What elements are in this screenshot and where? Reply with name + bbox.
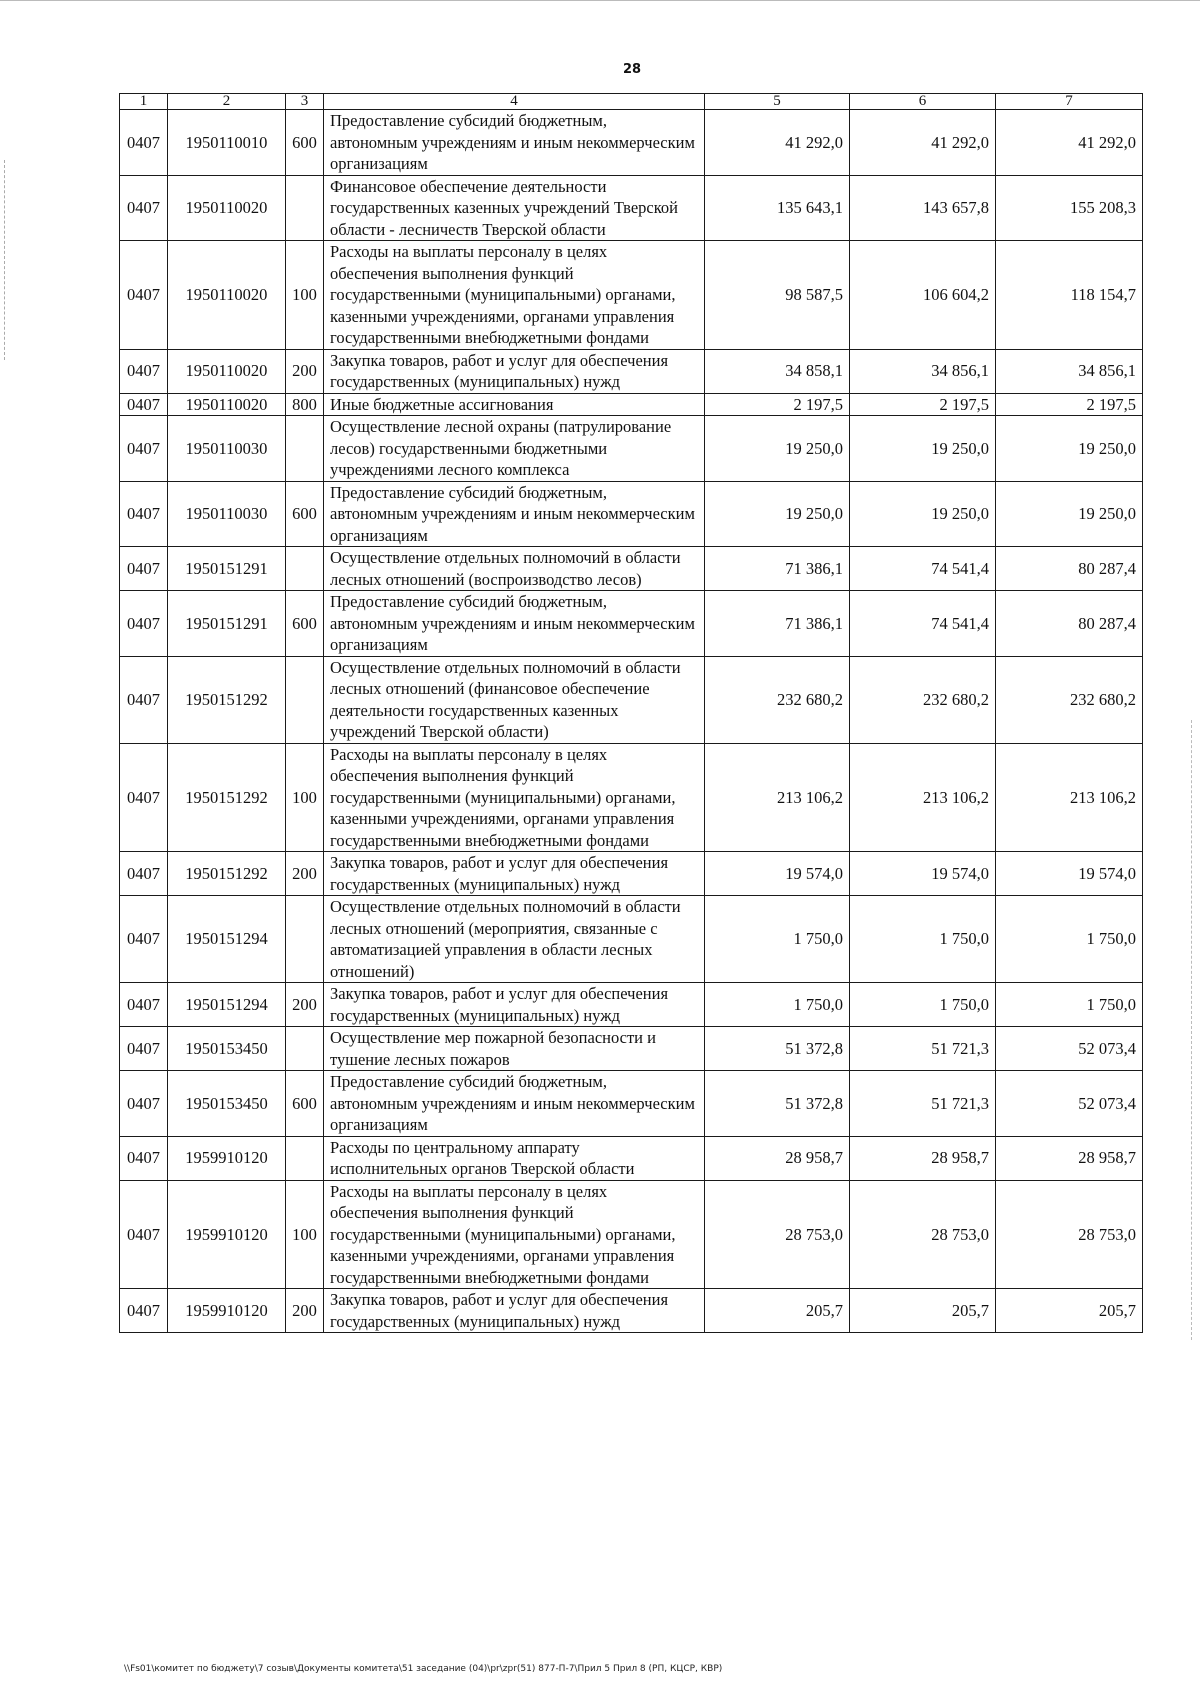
description-cell: Осуществление отдельных полномочий в области лесных отношений (воспроизводство лесов) xyxy=(324,547,705,591)
table-row xyxy=(120,393,1143,416)
expense-type-cell xyxy=(286,547,324,591)
amount-col6-cell: 232 680,2 xyxy=(850,656,996,743)
column-header-6: 6 xyxy=(850,94,996,110)
column-header-2: 2 xyxy=(168,94,286,110)
table-row xyxy=(120,416,1143,482)
target-article-cell: 1959910120 xyxy=(168,1289,286,1333)
description-cell: Закупка товаров, работ и услуг для обеспечения государственных (муниципальных) нужд xyxy=(324,983,705,1027)
column-header-4: 4 xyxy=(324,94,705,110)
expense-type-cell: 200 xyxy=(286,983,324,1027)
description-cell: Расходы по центральному аппарату исполнительных органов Тверской области xyxy=(324,1136,705,1180)
amount-col6-cell: 34 856,1 xyxy=(850,349,996,393)
expense-type-cell xyxy=(286,1136,324,1180)
amount-col7-cell: 28 958,7 xyxy=(996,1136,1143,1180)
section-code-cell: 0407 xyxy=(120,175,168,241)
amount-col5-cell: 19 250,0 xyxy=(705,481,850,547)
amount-col5-cell: 34 858,1 xyxy=(705,349,850,393)
description-cell: Закупка товаров, работ и услуг для обеспечения государственных (муниципальных) нужд xyxy=(324,1289,705,1333)
amount-col5-cell: 19 574,0 xyxy=(705,852,850,896)
expense-type-cell: 600 xyxy=(286,110,324,176)
page-top-border xyxy=(0,0,1200,1)
description-cell: Предоставление субсидий бюджетным, автономным учреждениям и иным некоммерческим организациям xyxy=(324,481,705,547)
amount-col6-cell: 19 574,0 xyxy=(850,852,996,896)
amount-col7-cell: 80 287,4 xyxy=(996,547,1143,591)
amount-col7-cell: 41 292,0 xyxy=(996,110,1143,176)
table-row xyxy=(120,547,1143,591)
amount-col6-cell: 19 250,0 xyxy=(850,416,996,482)
amount-col6-cell: 51 721,3 xyxy=(850,1071,996,1137)
amount-col5-cell: 28 958,7 xyxy=(705,1136,850,1180)
amount-col6-cell: 143 657,8 xyxy=(850,175,996,241)
table-row xyxy=(120,656,1143,743)
target-article-cell: 1959910120 xyxy=(168,1180,286,1289)
amount-col7-cell: 2 197,5 xyxy=(996,393,1143,416)
scan-margin-marks xyxy=(4,160,7,360)
target-article-cell: 1950110020 xyxy=(168,393,286,416)
amount-col7-cell: 19 250,0 xyxy=(996,481,1143,547)
page-number: 28 xyxy=(622,62,642,77)
table-row xyxy=(120,852,1143,896)
amount-col5-cell: 1 750,0 xyxy=(705,983,850,1027)
section-code-cell: 0407 xyxy=(120,416,168,482)
amount-col6-cell: 51 721,3 xyxy=(850,1027,996,1071)
target-article-cell: 1950153450 xyxy=(168,1027,286,1071)
description-cell: Иные бюджетные ассигнования xyxy=(324,393,705,416)
footer-file-path: \\Fs01\комитет по бюджету\7 созыв\Документы комитета\51 заседание (04)\pr\zpr(51) 877-П-7\Прил 5 Прил 8 (РП, КЦСР, КВР) xyxy=(124,1664,723,1674)
table-header-row xyxy=(120,94,1143,110)
description-cell: Осуществление отдельных полномочий в области лесных отношений (финансовое обеспечение деятельности государственных казенных учреждений Тверской области) xyxy=(324,656,705,743)
target-article-cell: 1950151294 xyxy=(168,983,286,1027)
amount-col6-cell: 1 750,0 xyxy=(850,896,996,983)
section-code-cell: 0407 xyxy=(120,1136,168,1180)
section-code-cell: 0407 xyxy=(120,393,168,416)
expense-type-cell: 600 xyxy=(286,1071,324,1137)
expense-type-cell: 600 xyxy=(286,591,324,657)
target-article-cell: 1950153450 xyxy=(168,1071,286,1137)
table-body xyxy=(120,110,1143,1333)
section-code-cell: 0407 xyxy=(120,896,168,983)
description-cell: Осуществление лесной охраны (патрулирование лесов) государственными бюджетными учреждениями лесного комплекса xyxy=(324,416,705,482)
table-row xyxy=(120,896,1143,983)
target-article-cell: 1950151291 xyxy=(168,547,286,591)
amount-col7-cell: 19 250,0 xyxy=(996,416,1143,482)
amount-col7-cell: 205,7 xyxy=(996,1289,1143,1333)
section-code-cell: 0407 xyxy=(120,1027,168,1071)
target-article-cell: 1950110030 xyxy=(168,481,286,547)
amount-col6-cell: 28 958,7 xyxy=(850,1136,996,1180)
expense-type-cell: 600 xyxy=(286,481,324,547)
table-row xyxy=(120,481,1143,547)
expense-type-cell: 200 xyxy=(286,349,324,393)
section-code-cell: 0407 xyxy=(120,983,168,1027)
section-code-cell: 0407 xyxy=(120,1071,168,1137)
expense-type-cell: 100 xyxy=(286,241,324,350)
column-header-1: 1 xyxy=(120,94,168,110)
amount-col7-cell: 213 106,2 xyxy=(996,743,1143,852)
table-row xyxy=(120,983,1143,1027)
description-cell: Предоставление субсидий бюджетным, автономным учреждениям и иным некоммерческим организациям xyxy=(324,591,705,657)
table-row xyxy=(120,1289,1143,1333)
column-header-7: 7 xyxy=(996,94,1143,110)
table-row xyxy=(120,591,1143,657)
table-row xyxy=(120,241,1143,350)
column-header-5: 5 xyxy=(705,94,850,110)
expense-type-cell: 200 xyxy=(286,852,324,896)
amount-col5-cell: 98 587,5 xyxy=(705,241,850,350)
section-code-cell: 0407 xyxy=(120,1180,168,1289)
description-cell: Осуществление отдельных полномочий в области лесных отношений (мероприятия, связанные с автоматизацией управления в области лесных отношений) xyxy=(324,896,705,983)
section-code-cell: 0407 xyxy=(120,110,168,176)
expense-type-cell: 200 xyxy=(286,1289,324,1333)
amount-col6-cell: 213 106,2 xyxy=(850,743,996,852)
amount-col5-cell: 213 106,2 xyxy=(705,743,850,852)
amount-col5-cell: 41 292,0 xyxy=(705,110,850,176)
amount-col7-cell: 34 856,1 xyxy=(996,349,1143,393)
expense-type-cell: 100 xyxy=(286,1180,324,1289)
amount-col7-cell: 118 154,7 xyxy=(996,241,1143,350)
section-code-cell: 0407 xyxy=(120,852,168,896)
amount-col5-cell: 51 372,8 xyxy=(705,1071,850,1137)
amount-col7-cell: 155 208,3 xyxy=(996,175,1143,241)
amount-col6-cell: 74 541,4 xyxy=(850,547,996,591)
target-article-cell: 1950151294 xyxy=(168,896,286,983)
expense-type-cell xyxy=(286,656,324,743)
amount-col6-cell: 1 750,0 xyxy=(850,983,996,1027)
description-cell: Финансовое обеспечение деятельности государственных казенных учреждений Тверской области - лесничеств Тверской области xyxy=(324,175,705,241)
description-cell: Закупка товаров, работ и услуг для обеспечения государственных (муниципальных) нужд xyxy=(324,349,705,393)
amount-col7-cell: 52 073,4 xyxy=(996,1071,1143,1137)
table-row xyxy=(120,743,1143,852)
table-row xyxy=(120,1071,1143,1137)
amount-col6-cell: 205,7 xyxy=(850,1289,996,1333)
amount-col6-cell: 2 197,5 xyxy=(850,393,996,416)
expense-type-cell: 800 xyxy=(286,393,324,416)
table-row xyxy=(120,1180,1143,1289)
amount-col7-cell: 28 753,0 xyxy=(996,1180,1143,1289)
amount-col6-cell: 19 250,0 xyxy=(850,481,996,547)
amount-col7-cell: 52 073,4 xyxy=(996,1027,1143,1071)
section-code-cell: 0407 xyxy=(120,547,168,591)
budget-table xyxy=(119,93,1143,1333)
expense-type-cell xyxy=(286,896,324,983)
amount-col7-cell: 1 750,0 xyxy=(996,983,1143,1027)
amount-col5-cell: 2 197,5 xyxy=(705,393,850,416)
amount-col7-cell: 1 750,0 xyxy=(996,896,1143,983)
target-article-cell: 1950110010 xyxy=(168,110,286,176)
section-code-cell: 0407 xyxy=(120,656,168,743)
description-cell: Осуществление мер пожарной безопасности и тушение лесных пожаров xyxy=(324,1027,705,1071)
table-row xyxy=(120,175,1143,241)
section-code-cell: 0407 xyxy=(120,1289,168,1333)
amount-col5-cell: 205,7 xyxy=(705,1289,850,1333)
description-cell: Предоставление субсидий бюджетным, автономным учреждениям и иным некоммерческим организациям xyxy=(324,1071,705,1137)
amount-col5-cell: 28 753,0 xyxy=(705,1180,850,1289)
table-row xyxy=(120,1027,1143,1071)
table-row xyxy=(120,349,1143,393)
target-article-cell: 1950151292 xyxy=(168,852,286,896)
target-article-cell: 1950151292 xyxy=(168,743,286,852)
column-header-3: 3 xyxy=(286,94,324,110)
expense-type-cell: 100 xyxy=(286,743,324,852)
description-cell: Расходы на выплаты персоналу в целях обеспечения выполнения функций государственными (муниципальными) органами, казенными учреждениями, органами управления государственными внебюджетными фондами xyxy=(324,241,705,350)
section-code-cell: 0407 xyxy=(120,481,168,547)
section-code-cell: 0407 xyxy=(120,591,168,657)
amount-col7-cell: 80 287,4 xyxy=(996,591,1143,657)
target-article-cell: 1950110020 xyxy=(168,349,286,393)
description-cell: Закупка товаров, работ и услуг для обеспечения государственных (муниципальных) нужд xyxy=(324,852,705,896)
amount-col5-cell: 232 680,2 xyxy=(705,656,850,743)
section-code-cell: 0407 xyxy=(120,241,168,350)
table-row xyxy=(120,110,1143,176)
target-article-cell: 1950110020 xyxy=(168,175,286,241)
amount-col6-cell: 28 753,0 xyxy=(850,1180,996,1289)
target-article-cell: 1950110020 xyxy=(168,241,286,350)
target-article-cell: 1950151292 xyxy=(168,656,286,743)
expense-type-cell xyxy=(286,1027,324,1071)
amount-col5-cell: 135 643,1 xyxy=(705,175,850,241)
amount-col5-cell: 1 750,0 xyxy=(705,896,850,983)
amount-col5-cell: 51 372,8 xyxy=(705,1027,850,1071)
target-article-cell: 1959910120 xyxy=(168,1136,286,1180)
target-article-cell: 1950110030 xyxy=(168,416,286,482)
section-code-cell: 0407 xyxy=(120,743,168,852)
expense-type-cell xyxy=(286,416,324,482)
amount-col7-cell: 19 574,0 xyxy=(996,852,1143,896)
description-cell: Расходы на выплаты персоналу в целях обеспечения выполнения функций государственными (муниципальными) органами, казенными учреждениями, органами управления государственными внебюджетными фондами xyxy=(324,743,705,852)
amount-col6-cell: 74 541,4 xyxy=(850,591,996,657)
amount-col5-cell: 71 386,1 xyxy=(705,591,850,657)
table-row xyxy=(120,1136,1143,1180)
amount-col5-cell: 19 250,0 xyxy=(705,416,850,482)
description-cell: Предоставление субсидий бюджетным, автономным учреждениям и иным некоммерческим организациям xyxy=(324,110,705,176)
scan-margin-marks-right xyxy=(1191,720,1194,1340)
amount-col6-cell: 106 604,2 xyxy=(850,241,996,350)
expense-type-cell xyxy=(286,175,324,241)
description-cell: Расходы на выплаты персоналу в целях обеспечения выполнения функций государственными (муниципальными) органами, казенными учреждениями, органами управления государственными внебюджетными фондами xyxy=(324,1180,705,1289)
amount-col7-cell: 232 680,2 xyxy=(996,656,1143,743)
target-article-cell: 1950151291 xyxy=(168,591,286,657)
section-code-cell: 0407 xyxy=(120,349,168,393)
amount-col5-cell: 71 386,1 xyxy=(705,547,850,591)
amount-col6-cell: 41 292,0 xyxy=(850,110,996,176)
